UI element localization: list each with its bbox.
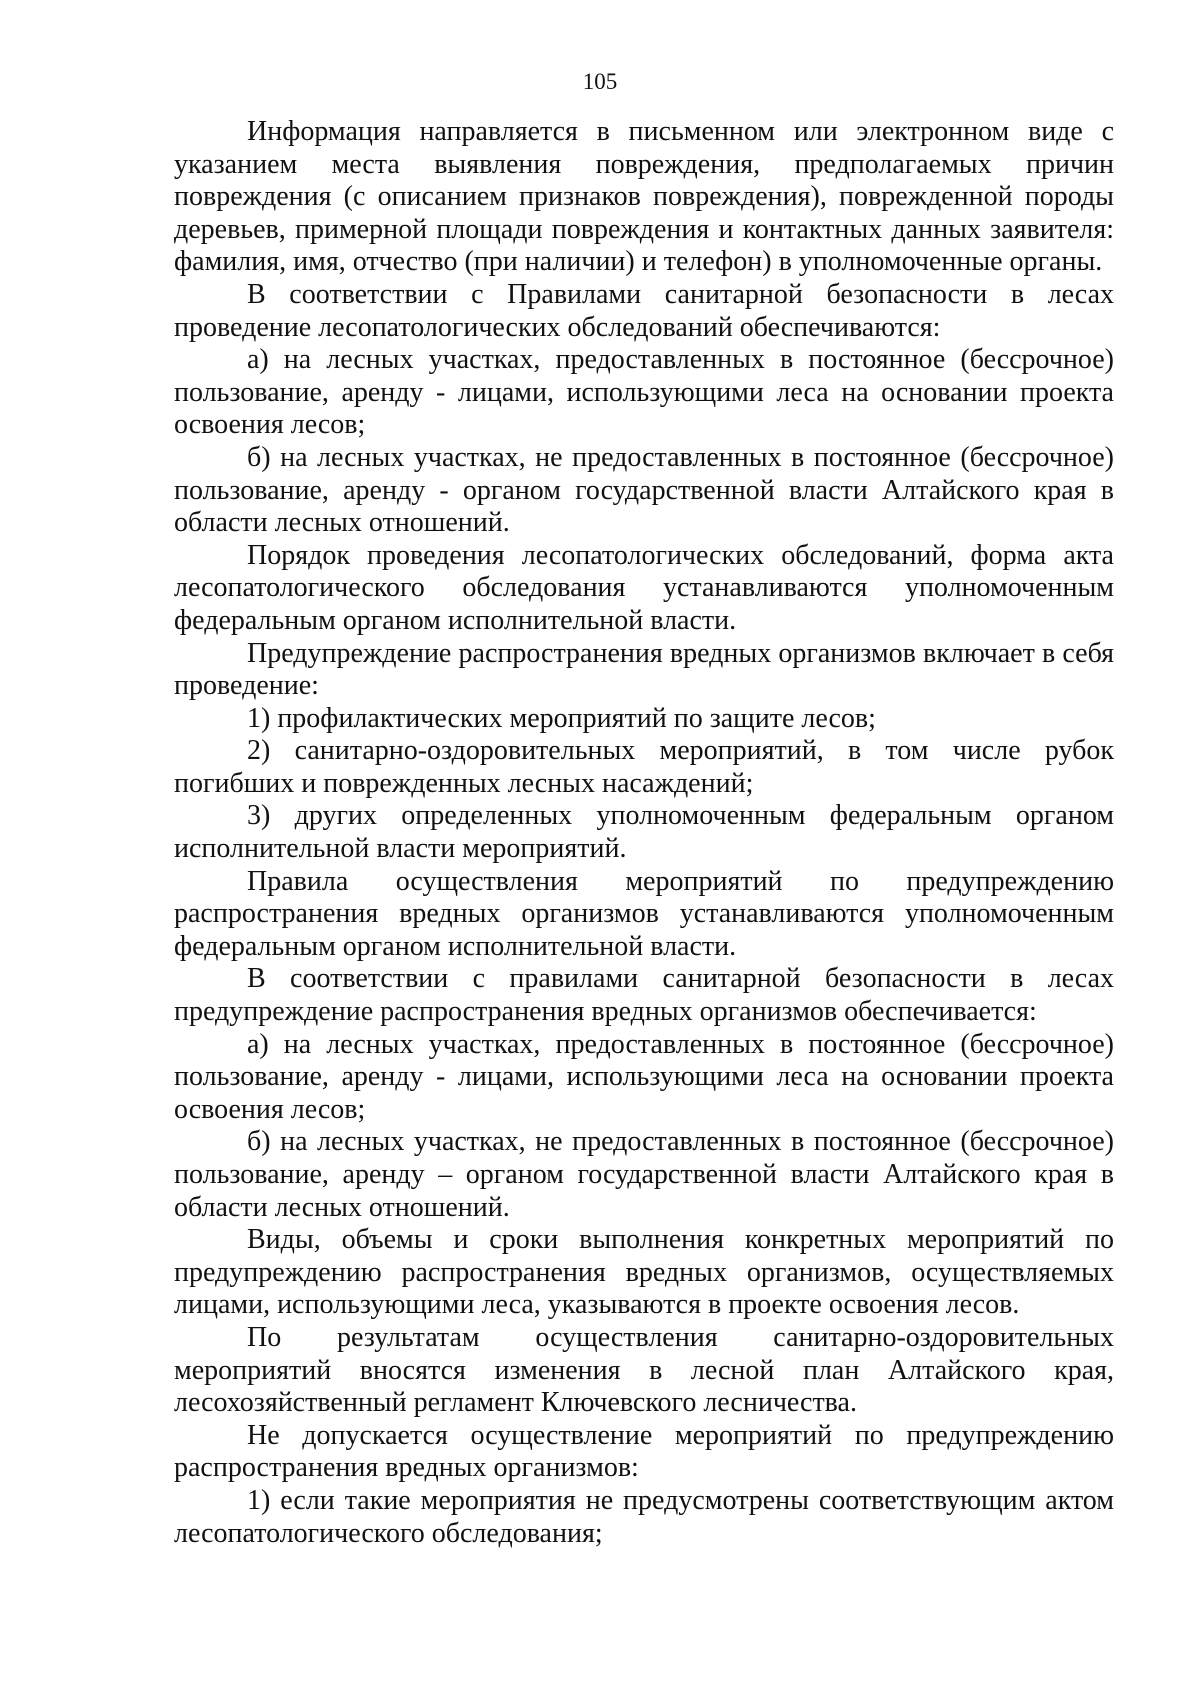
paragraph-prevention-item-2: 2) санитарно-оздоровительных мероприятий, в том числе рубок погибших и поврежденных лесных насаждений; [174, 735, 1114, 799]
document-body [174, 116, 1114, 1550]
page-number: 105 [582, 69, 618, 94]
paragraph-measures-scope: Виды, объемы и сроки выполнения конкретных мероприятий по предупреждению распространения вредных организмов, осуществляемых лицами, использующими леса, указываются в проекте освоения лесов. [174, 1224, 1114, 1321]
paragraph-prohibition-item-1: 1) если такие мероприятия не предусмотрены соответствующим актом лесопатологического обследования; [174, 1484, 1114, 1549]
paragraph-survey-item-b: б) на лесных участках, не предоставленных в постоянное (бессрочное) пользование, аренду - органом государственной власти Алтайского края в области лесных отношений. [174, 441, 1114, 539]
paragraph-prevention-provision: В соответствии с правилами санитарной безопасности в лесах предупреждение распространения вредных организмов обеспечивается: [174, 963, 1114, 1028]
paragraph-provision-item-b: б) на лесных участках, не предоставленных в постоянное (бессрочное) пользование, аренду – органом государственной власти Алтайского края в области лесных отношений. [174, 1126, 1114, 1223]
paragraph-plan-changes: По результатам осуществления санитарно-оздоровительных мероприятий вносятся изменения в лесной план Алтайского края, лесохозяйственный регламент Ключевского лесничества. [174, 1321, 1114, 1419]
paragraph-survey-procedure: Порядок проведения лесопатологических обследований, форма акта лесопатологического обследования устанавливаются уполномоченным федеральным органом исполнительной власти. [174, 539, 1114, 636]
paragraph-prevention-intro: Предупреждение распространения вредных организмов включает в себя проведение: [174, 637, 1114, 702]
paragraph-provision-item-a: а) на лесных участках, предоставленных в постоянное (бессрочное) пользование, аренду - лицами, использующими леса на основании проекта освоения лесов; [174, 1028, 1114, 1125]
paragraph-prevention-rules: Правила осуществления мероприятий по предупреждению распространения вредных организмов устанавливаются уполномоченным федеральным органом исполнительной власти. [174, 865, 1114, 962]
paragraph-survey-rules: В соответствии с Правилами санитарной безопасности в лесах проведение лесопатологических обследований обеспечиваются: [174, 278, 1114, 343]
paragraph-prevention-item-1: 1) профилактических мероприятий по защите лесов; [247, 702, 876, 734]
paragraph-info-submission: Информация направляется в письменном или электронном виде с указанием места выявления повреждения, предполагаемых причин повреждения (с описанием признаков повреждения), поврежденной породы деревьев, примерной площади повреждения и контактных данных заявителя: фамилия, имя, отчество (при наличии) и телефон) в уполномоченные органы. [174, 116, 1114, 278]
paragraph-prevention-item-3: 3) других определенных уполномоченным федеральным органом исполнительной власти мероприятий. [174, 800, 1114, 865]
paragraph-survey-item-a: а) на лесных участках, предоставленных в постоянное (бессрочное) пользование, аренду - лицами, использующими леса на основании проекта освоения лесов; [174, 344, 1114, 441]
paragraph-prohibition-intro: Не допускается осуществление мероприятий по предупреждению распространения вредных организмов: [174, 1419, 1114, 1484]
